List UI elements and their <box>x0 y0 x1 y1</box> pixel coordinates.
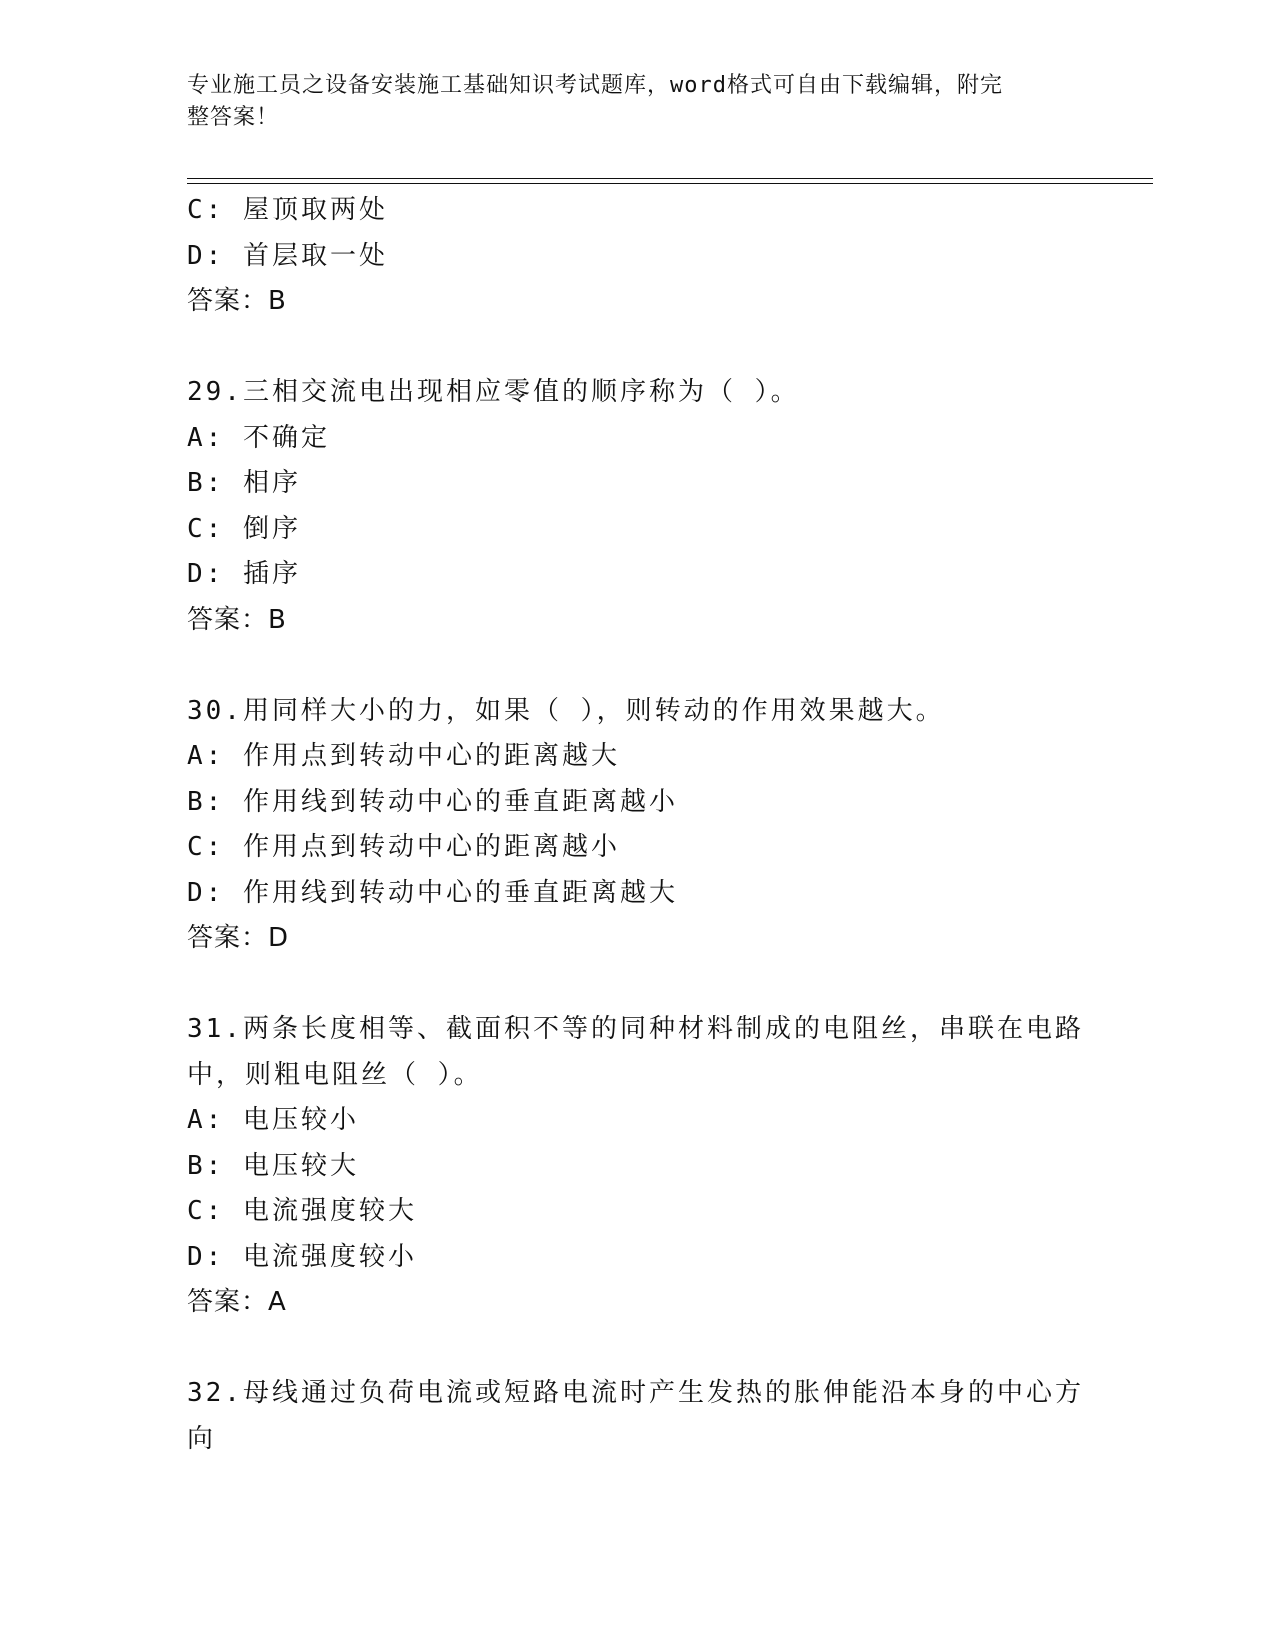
option-c: C: 作用点到转动中心的距离越小 <box>187 832 620 862</box>
answer-line: 答案：D <box>187 923 290 953</box>
option-b: B: 作用线到转动中心的垂直距离越小 <box>187 786 678 817</box>
option-d: D: 电流强度较小 <box>187 1241 417 1272</box>
question-stem-line-2: 向 <box>187 1423 217 1454</box>
option-c: C: 电流强度较大 <box>187 1196 417 1226</box>
question-stem: 30.用同样大小的力，如果（ ），则转动的作用效果越大。 <box>187 695 945 726</box>
option-a: A: 作用点到转动中心的距离越大 <box>187 741 620 771</box>
option-b: B: 电压较大 <box>187 1150 359 1181</box>
header-divider-top <box>187 178 1153 179</box>
answer-line: 答案：A <box>187 1287 287 1317</box>
question-stem-line-1: 32.母线通过负荷电流或短路电流时产生发热的胀伸能沿本身的中心方 <box>187 1378 1084 1408</box>
question-29 <box>187 370 1087 643</box>
question-31 <box>187 1007 1087 1326</box>
question-stem: 29.三相交流电出现相应零值的顺序称为（ ）。 <box>187 377 800 407</box>
option-c: C: 倒序 <box>187 513 301 544</box>
question-stem-line-1: 31.两条长度相等、截面积不等的同种材料制成的电阻丝，串联在电路 <box>187 1014 1084 1044</box>
option-c: C: 屋顶取两处 <box>187 195 388 225</box>
option-d: D: 插序 <box>187 559 301 589</box>
option-d: D: 首层取一处 <box>187 240 388 271</box>
question-30 <box>187 689 1087 962</box>
answer-line: 答案：B <box>187 286 287 316</box>
option-d: D: 作用线到转动中心的垂直距离越大 <box>187 877 678 908</box>
header-line-2: 整答案！ <box>187 105 280 130</box>
carryover-block <box>187 188 1087 325</box>
question-32 <box>187 1371 1087 1462</box>
option-a: A: 不确定 <box>187 422 330 453</box>
header-line-1: 专业施工员之设备安装施工基础知识考试题库，word格式可自由下载编辑，附完 <box>187 73 1003 98</box>
question-list <box>187 188 1087 1462</box>
question-stem-line-2: 中，则粗电阻丝（ ）。 <box>187 1059 483 1090</box>
option-a: A: 电压较小 <box>187 1105 359 1135</box>
header-divider-bottom <box>187 183 1153 184</box>
document-header <box>187 70 1067 134</box>
answer-line: 答案：B <box>187 604 287 635</box>
option-b: B: 相序 <box>187 468 301 498</box>
